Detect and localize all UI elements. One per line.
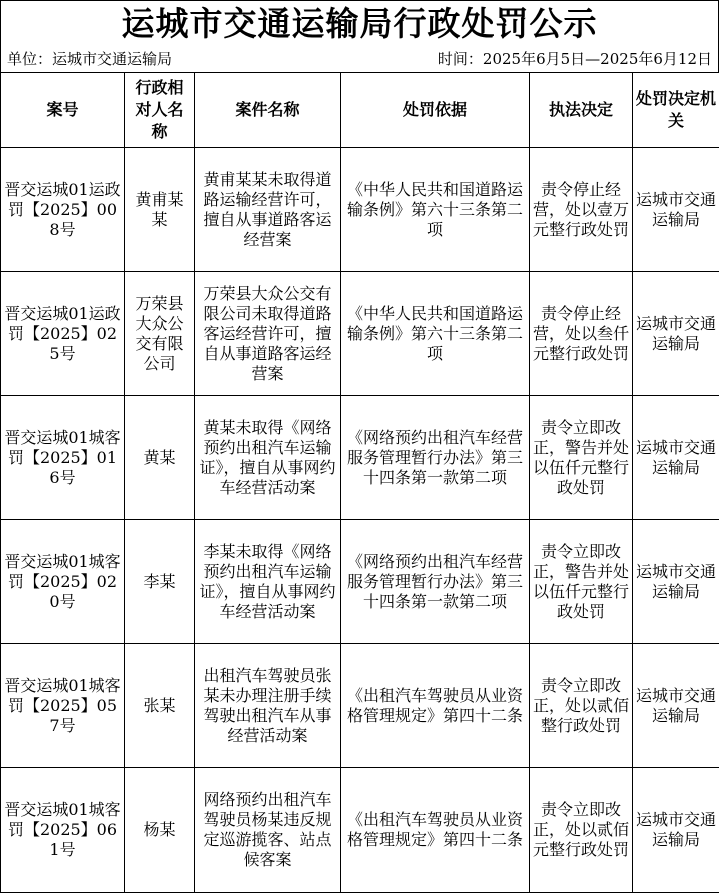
cell-party: 黄某 bbox=[125, 396, 195, 520]
cell-authority: 运城市交通运输局 bbox=[633, 396, 719, 520]
cell-case-name: 出租汽车驾驶员张某未办理注册手续驾驶出租汽车从事经营活动案 bbox=[195, 644, 341, 768]
table-row bbox=[1, 396, 719, 520]
cell-case-no: 晋交运城01城客罚【2025】057号 bbox=[1, 644, 125, 768]
cell-basis: 《出租汽车驾驶员从业资格管理规定》第四十二条 bbox=[341, 768, 530, 893]
cell-decision: 责令停止经营，处以壹万元整行政处罚 bbox=[530, 148, 633, 272]
table-row bbox=[1, 520, 719, 644]
cell-basis: 《出租汽车驾驶员从业资格管理规定》第四十二条 bbox=[341, 644, 530, 768]
table-row bbox=[1, 148, 719, 272]
cell-basis: 《中华人民共和国道路运输条例》第六十三条第二项 bbox=[341, 148, 530, 272]
cell-case-no: 晋交运城01运政罚【2025】008号 bbox=[1, 148, 125, 272]
header-basis: 处罚依据 bbox=[341, 73, 530, 148]
cell-case-name: 李某未取得《网络预约出租汽车运输证》，擅自从事网约车经营活动案 bbox=[195, 520, 341, 644]
penalty-table bbox=[0, 72, 719, 893]
cell-authority: 运城市交通运输局 bbox=[633, 644, 719, 768]
cell-basis: 《中华人民共和国道路运输条例》第六十三条第二项 bbox=[341, 272, 530, 396]
cell-authority: 运城市交通运输局 bbox=[633, 148, 719, 272]
cell-case-no: 晋交运城01城客罚【2025】061号 bbox=[1, 768, 125, 893]
cell-party: 黄甫某某 bbox=[125, 148, 195, 272]
cell-decision: 责令立即改正，处以贰佰元整行政处罚 bbox=[530, 768, 633, 893]
table-row bbox=[1, 644, 719, 768]
cell-case-name: 万荣县大众公交有限公司未取得道路客运经营许可，擅自从事道路客运经营案 bbox=[195, 272, 341, 396]
cell-authority: 运城市交通运输局 bbox=[633, 520, 719, 644]
cell-party: 李某 bbox=[125, 520, 195, 644]
cell-case-no: 晋交运城01运政罚【2025】025号 bbox=[1, 272, 125, 396]
cell-basis: 《网络预约出租汽车经营服务管理暂行办法》第三十四条第一款第二项 bbox=[341, 396, 530, 520]
cell-party: 万荣县大众公交有限公司 bbox=[125, 272, 195, 396]
meta-bar bbox=[0, 46, 719, 72]
cell-case-name: 网络预约出租汽车驾驶员杨某违反规定巡游揽客、站点候客案 bbox=[195, 768, 341, 893]
header-authority: 处罚决定机关 bbox=[633, 73, 719, 148]
cell-case-no: 晋交运城01城客罚【2025】016号 bbox=[1, 396, 125, 520]
cell-case-name: 黄某未取得《网络预约出租汽车运输证》，擅自从事网约车经营活动案 bbox=[195, 396, 341, 520]
header-case-name: 案件名称 bbox=[195, 73, 341, 148]
table-row bbox=[1, 768, 719, 893]
cell-party: 张某 bbox=[125, 644, 195, 768]
header-decision: 执法决定 bbox=[530, 73, 633, 148]
cell-basis: 《网络预约出租汽车经营服务管理暂行办法》第三十四条第一款第二项 bbox=[341, 520, 530, 644]
cell-authority: 运城市交通运输局 bbox=[633, 272, 719, 396]
cell-case-name: 黄甫某某未取得道路运输经营许可，擅自从事道路客运经营案 bbox=[195, 148, 341, 272]
cell-party: 杨某 bbox=[125, 768, 195, 893]
time-label: 时间：2025年6月5日—2025年6月12日 bbox=[438, 46, 712, 72]
cell-decision: 责令停止经营，处以叁仟元整行政处罚 bbox=[530, 272, 633, 396]
table-header-row bbox=[1, 73, 719, 148]
cell-decision: 责令立即改正，警告并处以伍仟元整行政处罚 bbox=[530, 396, 633, 520]
cell-authority: 运城市交通运输局 bbox=[633, 768, 719, 893]
cell-decision: 责令立即改正，警告并处以伍仟元整行政处罚 bbox=[530, 520, 633, 644]
page-title: 运城市交通运输局行政处罚公示 bbox=[0, 0, 719, 46]
table-row bbox=[1, 272, 719, 396]
cell-case-no: 晋交运城01城客罚【2025】020号 bbox=[1, 520, 125, 644]
unit-label: 单位：运城市交通运输局 bbox=[7, 46, 172, 72]
header-case-no: 案号 bbox=[1, 73, 125, 148]
cell-decision: 责令立即改正，处以贰佰整行政处罚 bbox=[530, 644, 633, 768]
header-party: 行政相对人名称 bbox=[125, 73, 195, 148]
